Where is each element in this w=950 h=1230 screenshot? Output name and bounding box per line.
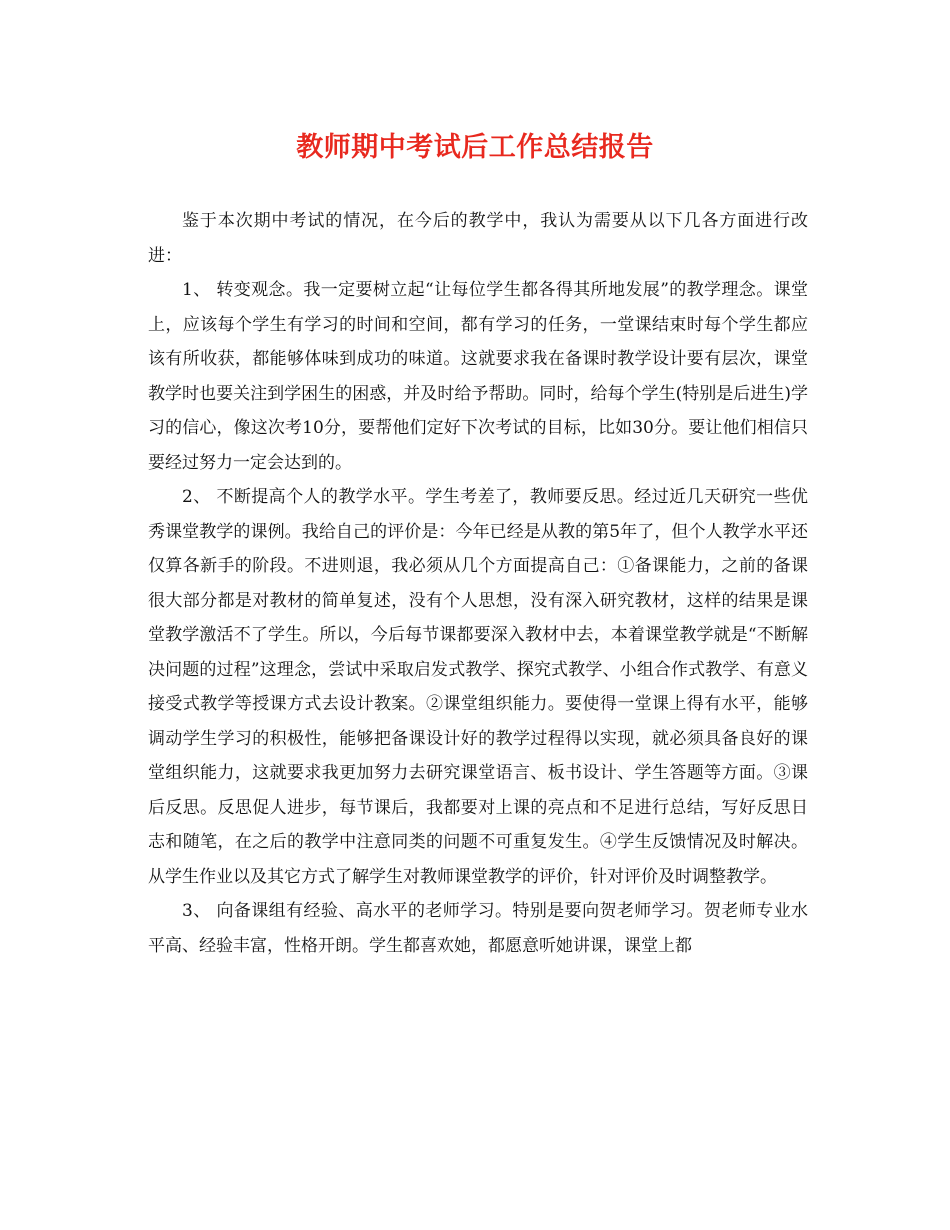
- document-title: 教师期中考试后工作总结报告: [296, 132, 654, 163]
- paragraph-item-3: 3、 向备课组有经验、高水平的老师学习。特别是要向贺老师学习。贺老师专业水平高、经验丰富，性格开朗。学生都喜欢她，都愿意听她讲课，课堂上都: [148, 901, 808, 956]
- paragraph-intro: 鉴于本次期中考试的情况，在今后的教学中，我认为需要从以下几各方面进行改进：: [148, 211, 808, 266]
- paragraph-item-1: 1、 转变观念。我一定要树立起“让每位学生都各得其所地发展”的教学理念。课堂上，应该每个学生有学习的时间和空间，都有学习的任务，一堂课结束时每个学生都应该有所收获，都能够体味到成功的味道。这就要求我在备课时教学设计要有层次，课堂教学时也要关注到学困生的困惑，并及时给予帮助。同时，给每个学生(特别是后进生)学习的信心，像这次考10分，要帮他们定好下次考试的目标，比如30分。要让他们相信只要经过努力一定会达到的。: [148, 280, 808, 473]
- paragraph-item-2: 2、 不断提高个人的教学水平。学生考差了，教师要反思。经过近几天研究一些优秀课堂教学的课例。我给自己的评价是：今年已经是从教的第5年了，但个人教学水平还仅算各新手的阶段。不进则退，我必须从几个方面提高自己：①备课能力，之前的备课很大部分都是对教材的简单复述，没有个人思想，没有深入研究教材，这样的结果是课堂教学激活不了学生。所以，今后每节课都要深入教材中去，本着课堂教学就是“不断解决问题的过程”这理念，尝试中采取启发式教学、探究式教学、小组合作式教学、有意义接受式教学等授课方式去设计教案。②课堂组织能力。要使得一堂课上得有水平，能够调动学生学习的积极性，能够把备课设计好的教学过程得以实现，就必须具备良好的课堂组织能力，这就要求我更加努力去研究课堂语言、板书设计、学生答题等方面。③课后反思。反思促人进步，每节课后，我都要对上课的亮点和不足进行总结，写好反思日志和随笔，在之后的教学中注意同类的问题不可重复发生。④学生反馈情况及时解决。从学生作业以及其它方式了解学生对教师课堂教学的评价，针对评价及时调整教学。: [148, 487, 808, 887]
- document-body: [148, 204, 808, 963]
